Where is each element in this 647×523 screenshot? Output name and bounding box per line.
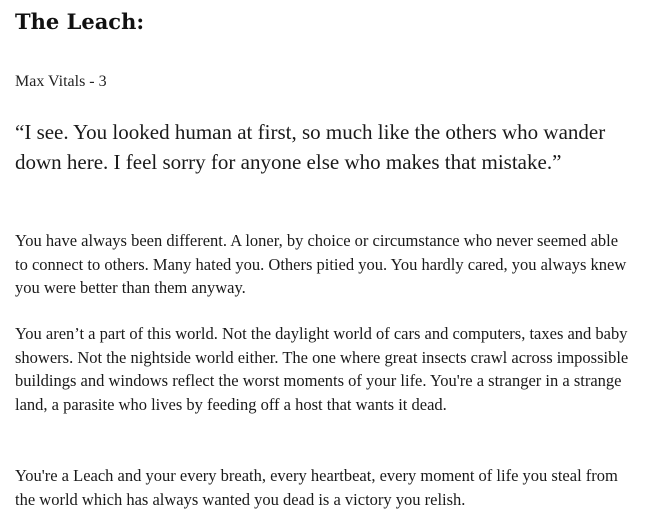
paragraph: You're a Leach and your every breath, every heartbeat, every moment of life you steal from the world which has always wanted you dead is a victory you relish.: [15, 466, 618, 509]
max-vitals-stat: Max Vitals - 3: [15, 73, 107, 90]
paragraph: You have always been different. A loner, by choice or circumstance who never seemed able to connect to others. Many hated you. Others pitied you. You hardly cared, you always knew you were better than them anyway.: [15, 231, 627, 297]
paragraph: You aren’t a part of this world. Not the daylight world of cars and computers, taxes and baby showers. Not the nightside world either. The one where great insects crawl across impossible buildings and windows reflect the worst moments of your life. You're a stranger in a strange land, a parasite who lives by feeding off a host that wants it dead.: [15, 324, 629, 414]
page-title: The Leach:: [15, 9, 145, 34]
opening-quote: “I see. You looked human at first, so much like the others who wander down here. I feel sorry for anyone else who makes that mistake.”: [15, 120, 606, 174]
